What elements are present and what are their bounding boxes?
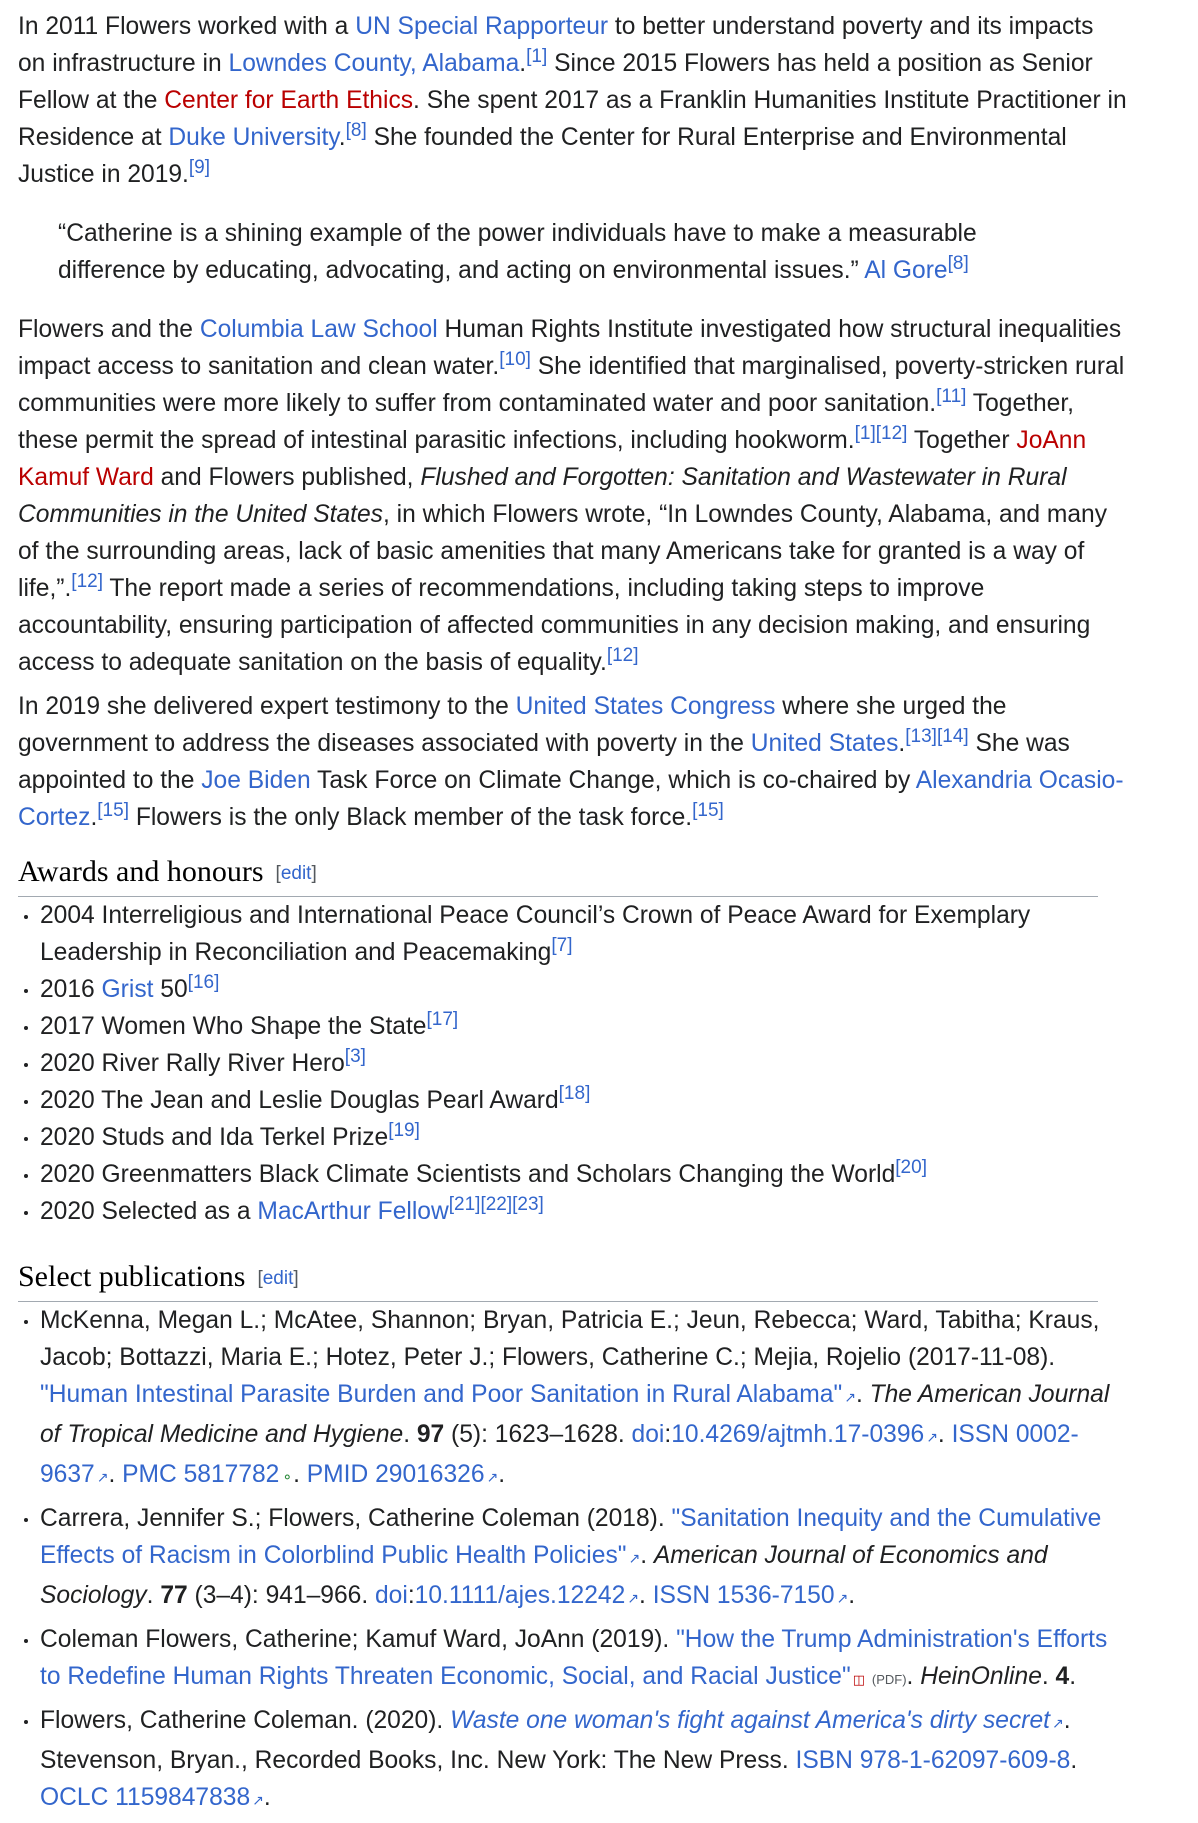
award-item bbox=[18, 971, 1198, 1008]
link-center-for-earth-ethics[interactable]: Center for Earth Ethics bbox=[164, 87, 414, 114]
link-doi-value[interactable]: 10.1111/ajes.12242 bbox=[414, 1582, 626, 1609]
citation-ref[interactable]: [3] bbox=[344, 1045, 366, 1067]
text: on infrastructure in bbox=[18, 50, 229, 77]
text: . bbox=[639, 1582, 653, 1609]
link-columbia-law-school[interactable]: Columbia Law School bbox=[199, 316, 438, 343]
link-duke-university[interactable]: Duke University bbox=[168, 124, 339, 151]
award-item bbox=[18, 1193, 1198, 1230]
award-item bbox=[18, 1119, 1198, 1156]
link-grist[interactable]: Grist bbox=[101, 976, 154, 1003]
external-link-icon: ↗ bbox=[486, 1469, 499, 1485]
citation-ref[interactable]: [9] bbox=[188, 156, 211, 178]
text: . bbox=[293, 1461, 307, 1488]
external-link-icon: ↗ bbox=[1051, 1715, 1064, 1731]
text: . bbox=[1041, 1663, 1056, 1690]
awards-list-container bbox=[18, 897, 1198, 1230]
citation-ref[interactable]: [19] bbox=[388, 1119, 420, 1141]
award-item bbox=[18, 1156, 1198, 1193]
intro-paragraph bbox=[18, 8, 1198, 193]
awards-heading bbox=[18, 852, 1098, 897]
text: access to adequate sanitation on the basis of equality. bbox=[18, 649, 607, 676]
authors: Coleman Flowers, Catherine; Kamuf Ward, JoAnn (2019). bbox=[40, 1626, 677, 1653]
journal-name: of Tropical Medicine and Hygiene bbox=[40, 1421, 404, 1448]
text: Justice in 2019. bbox=[18, 161, 189, 188]
link-pmc-value[interactable]: 5817782 bbox=[176, 1461, 280, 1488]
quote-line: “Catherine is a shining example of the power individuals have to make a measurable bbox=[58, 220, 977, 247]
external-link-icon: ↗ bbox=[628, 1550, 641, 1566]
link-publication-title[interactable]: "How the Trump Administration's Efforts bbox=[676, 1626, 1108, 1653]
text: She was bbox=[968, 730, 1070, 757]
citation-ref[interactable]: [21][22][23] bbox=[448, 1193, 544, 1215]
edit-section: [edit] bbox=[275, 863, 317, 884]
text: 2020 Greenmatters Black Climate Scientists and Scholars Changing the World bbox=[40, 1161, 896, 1188]
publication-item bbox=[18, 1500, 1198, 1617]
text: 2020 Studs and Ida Terkel Prize bbox=[40, 1124, 389, 1151]
citation-ref[interactable]: [7] bbox=[551, 934, 573, 956]
section-title: Awards and honours bbox=[18, 855, 264, 888]
text: Flowers and the bbox=[18, 316, 200, 343]
text: Leadership in Reconciliation and Peacemaking bbox=[40, 939, 552, 966]
edit-link[interactable]: edit bbox=[280, 863, 312, 884]
text: . bbox=[898, 730, 906, 757]
external-link-icon: ↗ bbox=[844, 1389, 856, 1405]
text: where she urged the bbox=[775, 693, 1007, 720]
journal-name: American Journal of Economics and bbox=[653, 1542, 1048, 1569]
text: She identified that marginalised, poverty-stricken rural bbox=[530, 353, 1125, 380]
pdf-icon: ◫ bbox=[852, 1672, 866, 1687]
text: . bbox=[146, 1582, 161, 1609]
link-isbn-value[interactable]: 978-1-62097-609-8 bbox=[852, 1747, 1071, 1774]
text: to better understand poverty and its impacts bbox=[608, 13, 1094, 40]
citation-ref[interactable]: [13] bbox=[905, 725, 937, 747]
link-oclc-value[interactable]: 1159847838 bbox=[108, 1784, 251, 1811]
link-publication-title[interactable]: "Sanitation Inequity and the Cumulative bbox=[671, 1505, 1102, 1532]
authors: Jacob; Bottazzi, Maria E.; Hotez, Peter J.; Flowers, Catherine C.; Mejia, Rojelio (2017-11-08). bbox=[40, 1344, 1056, 1371]
link-pmid[interactable]: PMID bbox=[306, 1461, 369, 1488]
link-issn[interactable]: ISSN bbox=[652, 1582, 711, 1609]
text: Human Rights Institute investigated how structural inequalities bbox=[437, 316, 1122, 343]
text: . bbox=[338, 124, 346, 151]
testimony-paragraph bbox=[18, 688, 1198, 836]
authors: Flowers, Catherine Coleman. (2020). bbox=[40, 1707, 451, 1734]
text-line: of the surrounding areas, lack of basic amenities that many Americans take for granted is a way of bbox=[18, 538, 1085, 565]
open-access-lock-icon: ⚬ bbox=[281, 1469, 294, 1485]
link-doi-value[interactable]: 10.4269/ajtmh.17-0396 bbox=[671, 1421, 925, 1448]
text: : bbox=[407, 1582, 415, 1609]
text: She founded the Center for Rural Enterprise and Environmental bbox=[366, 124, 1067, 151]
link-publication-title[interactable]: "Human Intestinal Parasite Burden and Poor Sanitation in Rural Alabama" bbox=[40, 1381, 843, 1408]
text: In 2019 she delivered expert testimony to the bbox=[18, 693, 516, 720]
link-al-gore[interactable]: Al Gore bbox=[864, 257, 948, 284]
publication-item bbox=[18, 1302, 1198, 1496]
text: . bbox=[848, 1582, 856, 1609]
link-issn-value-cont[interactable]: 9637 bbox=[40, 1461, 95, 1488]
text: Flowers is the only Black member of the task force. bbox=[128, 804, 693, 831]
link-oclc[interactable]: OCLC bbox=[40, 1784, 109, 1811]
awards-list bbox=[18, 897, 1198, 1230]
text: Since 2015 Flowers has held a position as Senior bbox=[547, 50, 1093, 77]
award-item bbox=[18, 1082, 1198, 1119]
award-item bbox=[18, 1045, 1198, 1082]
link-lowndes-county[interactable]: Lowndes County, Alabama bbox=[228, 50, 520, 77]
volume: 4 bbox=[1055, 1663, 1070, 1690]
text: The report made a series of recommendations, including taking steps to improve bbox=[103, 575, 985, 602]
text: . bbox=[937, 1421, 952, 1448]
link-un-special-rapporteur[interactable]: UN Special Rapporteur bbox=[355, 13, 609, 40]
link-pmid-value[interactable]: 29016326 bbox=[368, 1461, 485, 1488]
authors: Carrera, Jennifer S.; Flowers, Catherine Coleman (2018). bbox=[40, 1505, 672, 1532]
volume: 97 bbox=[416, 1421, 445, 1448]
text: Stevenson, Bryan., Recorded Books, Inc. New York: The New Press. bbox=[40, 1747, 796, 1774]
link-united-states-congress[interactable]: United States Congress bbox=[515, 693, 776, 720]
section-title: Select publications bbox=[18, 1260, 246, 1293]
text: life,”. bbox=[18, 575, 72, 602]
text: impact access to sanitation and clean water. bbox=[18, 353, 500, 380]
citation-ref[interactable]: [8] bbox=[947, 252, 969, 274]
text-line: accountability, ensuring participation of affected communities in any decision making, and ensuring bbox=[18, 612, 1091, 639]
journal-name: Sociology bbox=[40, 1582, 147, 1609]
text: 2017 Women Who Shape the State bbox=[40, 1013, 427, 1040]
external-link-icon: ↗ bbox=[926, 1429, 938, 1445]
text: Together, bbox=[966, 390, 1074, 417]
citation-ref[interactable]: [12] bbox=[875, 422, 908, 444]
text: communities were more likely to suffer from contaminated water and poor sanitation. bbox=[18, 390, 937, 417]
blockquote bbox=[58, 215, 977, 289]
link-joann-kamuf-ward-cont[interactable]: Kamuf Ward bbox=[18, 464, 154, 491]
text: . bbox=[90, 804, 98, 831]
text: (5): 1623–1628. bbox=[444, 1421, 632, 1448]
text: (3–4): 941–966. bbox=[187, 1582, 375, 1609]
text: 2020 River Rally River Hero bbox=[40, 1050, 345, 1077]
link-issn-value[interactable]: 0002- bbox=[1009, 1421, 1079, 1448]
link-doi[interactable]: doi bbox=[631, 1421, 665, 1448]
volume: 77 bbox=[160, 1582, 188, 1609]
citation-ref[interactable]: [1] bbox=[526, 45, 548, 67]
text: . bbox=[640, 1542, 654, 1569]
text: . bbox=[1063, 1707, 1071, 1734]
text: Together bbox=[907, 427, 1017, 454]
publication-item bbox=[18, 1702, 1198, 1819]
publisher-name: HeinOnline bbox=[920, 1663, 1042, 1690]
text: . bbox=[403, 1421, 417, 1448]
link-publication-title-cont[interactable]: to Redefine Human Rights Threaten Economic, Social, and Racial Justice" bbox=[40, 1663, 851, 1690]
link-isbn[interactable]: ISBN bbox=[795, 1747, 853, 1774]
text: . She spent 2017 as a Franklin Humanities Institute Practitioner in bbox=[413, 87, 1127, 114]
sanitation-paragraph bbox=[18, 311, 1198, 681]
link-joe-biden[interactable]: Joe Biden bbox=[201, 767, 311, 794]
report-title: Flushed and Forgotten: Sanitation and Wastewater in Rural bbox=[420, 464, 1067, 491]
link-doi[interactable]: doi bbox=[375, 1582, 408, 1609]
citation-ref[interactable]: [8] bbox=[345, 119, 367, 141]
report-title-cont: Communities in the United States bbox=[18, 501, 383, 528]
text: Task Force on Climate Change, which is co-chaired by bbox=[310, 767, 916, 794]
citation-ref[interactable]: [15] bbox=[692, 799, 724, 821]
citation-ref[interactable]: [16] bbox=[187, 971, 220, 993]
text: 50 bbox=[153, 976, 188, 1003]
link-joann-kamuf-ward[interactable]: JoAnn bbox=[1016, 427, 1087, 454]
citation-ref[interactable]: [10] bbox=[499, 348, 531, 370]
text: . bbox=[519, 50, 527, 77]
text: . bbox=[1070, 1747, 1078, 1774]
text: . bbox=[498, 1461, 506, 1488]
text: . bbox=[1069, 1663, 1077, 1690]
text: appointed to the bbox=[18, 767, 202, 794]
award-item bbox=[18, 1008, 1198, 1045]
publications-list-container bbox=[18, 1302, 1198, 1823]
edit-link[interactable]: edit bbox=[262, 1268, 294, 1289]
text: . bbox=[108, 1461, 123, 1488]
citation-ref[interactable]: [12] bbox=[606, 644, 639, 666]
citation-ref[interactable]: [12] bbox=[71, 570, 103, 592]
text: . bbox=[906, 1663, 921, 1690]
publications-list bbox=[18, 1302, 1198, 1819]
external-link-icon: ↗ bbox=[252, 1792, 264, 1808]
citation-ref[interactable]: [15] bbox=[97, 799, 129, 821]
text: 2020 The Jean and Leslie Douglas Pearl Award bbox=[40, 1087, 559, 1114]
text: . bbox=[263, 1784, 271, 1811]
citation-ref[interactable]: [11] bbox=[936, 385, 967, 407]
pdf-label: (PDF) bbox=[871, 1672, 907, 1687]
link-macarthur-fellow[interactable]: MacArthur Fellow bbox=[257, 1198, 449, 1225]
text: and Flowers published, bbox=[153, 464, 421, 491]
link-pmc[interactable]: PMC bbox=[122, 1461, 177, 1488]
external-link-icon: ↗ bbox=[836, 1590, 849, 1606]
citation-ref[interactable]: [14] bbox=[936, 725, 969, 747]
text: these permit the spread of intestinal parasitic infections, including hookworm. bbox=[18, 427, 855, 454]
book-title: Waste one woman's fight against America's dirty secret bbox=[450, 1707, 1050, 1734]
publications-heading bbox=[18, 1257, 1098, 1302]
text: , in which Flowers wrote, “In Lowndes County, Alabama, and many bbox=[382, 501, 1108, 528]
citation-ref[interactable]: [17] bbox=[426, 1008, 459, 1030]
text: government to address the diseases associated with poverty in the bbox=[18, 730, 751, 757]
text: Fellow at the bbox=[18, 87, 165, 114]
text: 2020 Selected as a bbox=[40, 1198, 258, 1225]
authors: McKenna, Megan L.; McAtee, Shannon; Bryan, Patricia E.; Jeun, Rebecca; Ward, Tabitha; Kraus, bbox=[40, 1307, 1100, 1334]
citation-ref[interactable]: [18] bbox=[558, 1082, 591, 1104]
publication-item bbox=[18, 1621, 1198, 1698]
external-link-icon: ↗ bbox=[627, 1590, 640, 1606]
link-issn-value[interactable]: 1536-7150 bbox=[710, 1582, 835, 1609]
text: 2016 bbox=[40, 976, 102, 1003]
text: Residence at bbox=[18, 124, 169, 151]
text: In 2011 Flowers worked with a bbox=[18, 13, 356, 40]
citation-ref[interactable]: [1] bbox=[854, 422, 876, 444]
link-book-title[interactable] bbox=[450, 1707, 1050, 1734]
link-issn[interactable]: ISSN bbox=[951, 1421, 1009, 1448]
text: : bbox=[664, 1421, 672, 1448]
link-publication-title-cont[interactable]: Effects of Racism in Colorblind Public Health Policies" bbox=[40, 1542, 627, 1569]
link-alexandria-ocasio-cortez-cont[interactable]: Cortez bbox=[18, 804, 91, 831]
external-link-icon: ↗ bbox=[96, 1469, 109, 1485]
edit-section: [edit] bbox=[257, 1268, 299, 1289]
link-united-states[interactable]: United States bbox=[750, 730, 899, 757]
journal-name: The American Journal bbox=[869, 1381, 1110, 1408]
citation-ref[interactable]: [20] bbox=[895, 1156, 927, 1178]
text: difference by educating, advocating, and acting on environmental issues.” bbox=[58, 257, 865, 284]
link-alexandria-ocasio-cortez[interactable]: Alexandria Ocasio- bbox=[915, 767, 1124, 794]
award-item bbox=[18, 897, 1198, 971]
text: 2004 Interreligious and International Peace Council’s Crown of Peace Award for Exemplary bbox=[40, 902, 1031, 929]
text: . bbox=[855, 1381, 870, 1408]
